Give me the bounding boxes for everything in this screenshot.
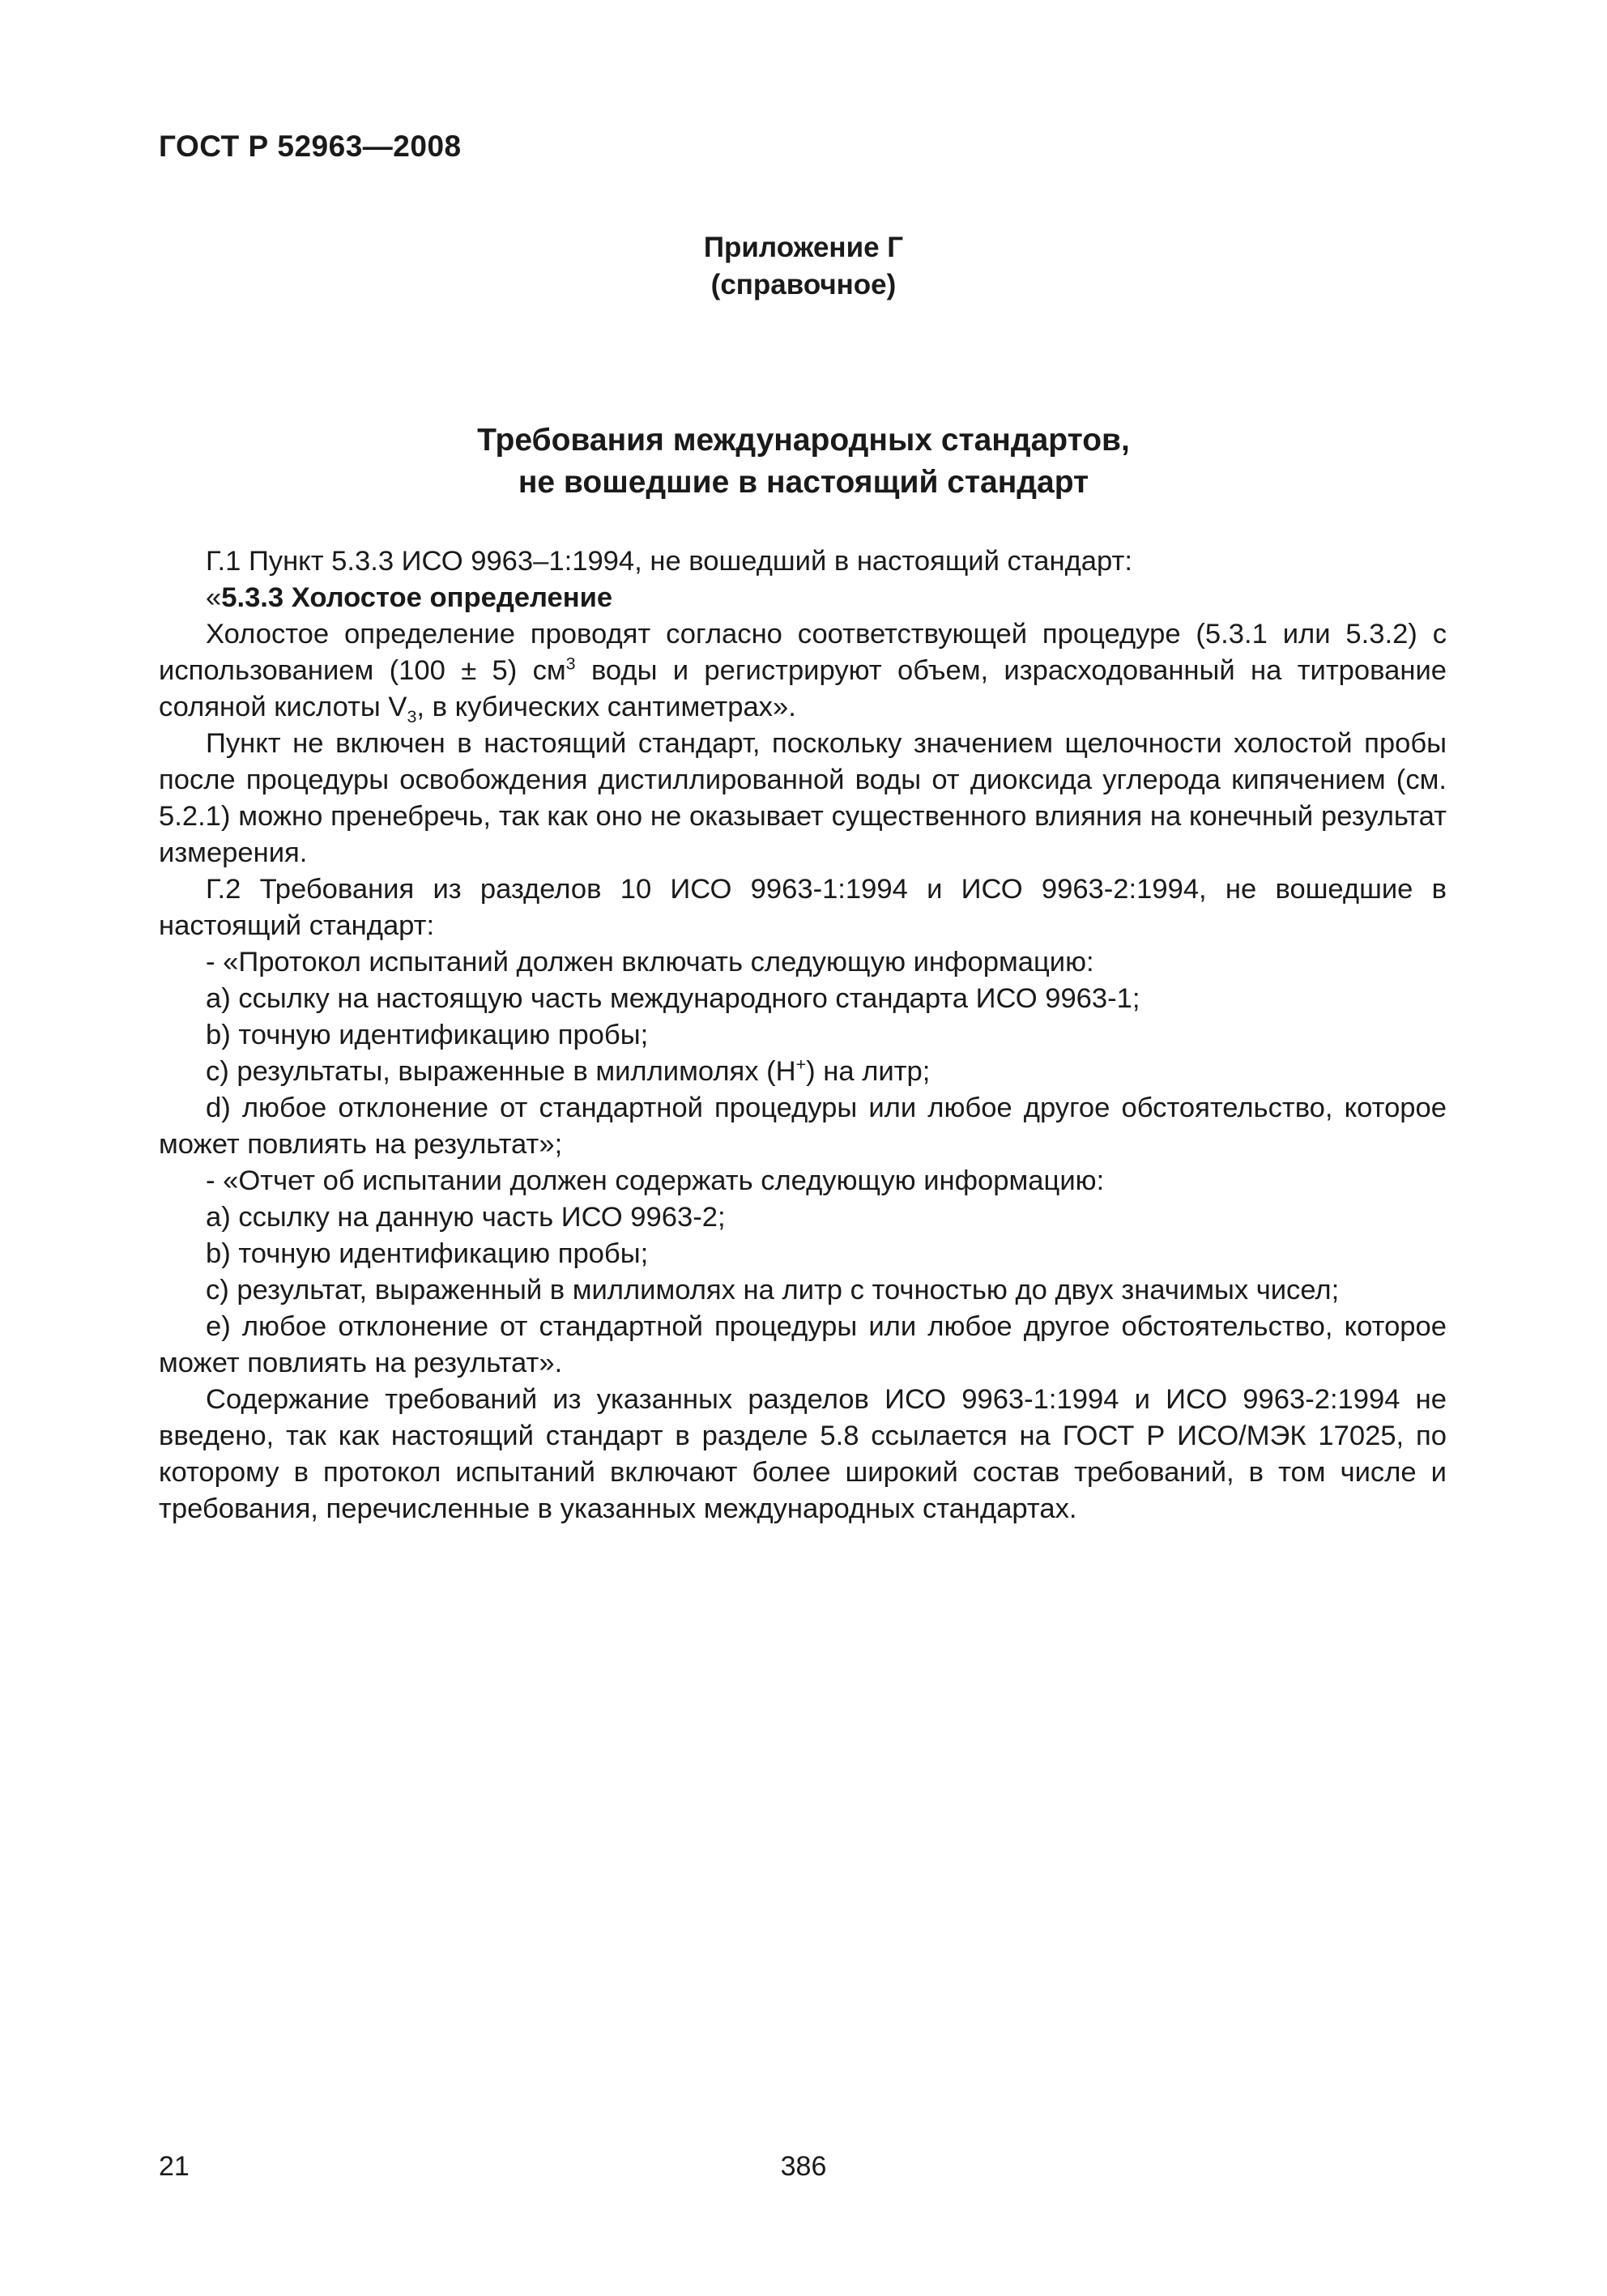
- list1-intro: - «Протокол испытаний должен включать следующую информацию:: [206, 947, 1094, 978]
- list1-item-c: [159, 1054, 1447, 1090]
- list1-c-b: ) на литр;: [806, 1056, 931, 1087]
- g1-quoted-text: [159, 616, 1447, 726]
- conclusion: Содержание требований из указанных разделов ИСО 9963-1:1994 и ИСО 9963-2:1994 не введено, так как настоящий стандарт в разделе 5.8 ссылается на ГОСТ Р ИСО/МЭК 17025, по которому в протокол испытаний включают более широкий состав требований, в том числе и требования, перечисленные в указанных международных стандартах.: [159, 1384, 1447, 1524]
- g2-intro: Г.2 Требования из разделов 10 ИСО 9963-1:1994 и ИСО 9963-2:1994, не вошедшие в настоящий стандарт:: [159, 874, 1447, 941]
- g1-quote-heading: [159, 580, 1447, 616]
- list1-item-b: b) точную идентификацию пробы;: [206, 1020, 649, 1050]
- appendix-label: Приложение Г: [703, 232, 904, 263]
- list1-item-d: d) любое отклонение от стандартной процедуры или любое другое обстоятельство, которое может повлиять на результат»;: [159, 1093, 1447, 1160]
- list2-item-b: b) точную идентификацию пробы;: [206, 1238, 649, 1269]
- list2-item-e: e) любое отклонение от стандартной процедуры или любое другое обстоятельство, которое может повлиять на результат».: [159, 1311, 1447, 1378]
- title-line-1: Требования международных стандартов,: [477, 423, 1130, 458]
- g1-text-c: , в кубических сантиметрах».: [416, 692, 796, 722]
- quote-open: «: [206, 582, 222, 613]
- g1-text-a: Холостое определение проводят согласно соответствующей процедуре (5.3.1 или 5.3.2) с использованием (100 ± 5) см: [159, 619, 1447, 686]
- list1-c-sup: +: [795, 1054, 807, 1075]
- appendix-heading: [0, 229, 1607, 304]
- appendix-title: [0, 420, 1607, 504]
- list1-c-a: c) результаты, выраженные в миллимолях (H: [206, 1056, 796, 1087]
- g1-text-b: воды и регистрируют объем, израсходованный на титрование соляной кислоты V: [159, 655, 1447, 722]
- g1-heading: 5.3.3 Холостое определение: [221, 582, 613, 613]
- g1-text-sup: 3: [565, 654, 576, 674]
- appendix-type: (справочное): [710, 269, 897, 300]
- title-line-2: не вошедшие в настоящий стандарт: [518, 465, 1089, 500]
- g1-text-sub: 3: [407, 706, 417, 726]
- g1-note: Пункт не включен в настоящий стандарт, поскольку значением щелочности холостой пробы после процедуры освобождения дистиллированной воды от диоксида углерода кипячением (см. 5.2.1) можно пренебречь, так как оно не оказывает существенного влияния на конечный результат измерения.: [159, 728, 1447, 868]
- body-text: [159, 543, 1447, 1527]
- g1-intro: Г.1 Пункт 5.3.3 ИСО 9963–1:1994, не вошедший в настоящий стандарт:: [206, 546, 1132, 577]
- list1-item-a: a) ссылку на настоящую часть международного стандарта ИСО 9963-1;: [206, 983, 1140, 1014]
- list2-intro: - «Отчет об испытании должен содержать следующую информацию:: [206, 1165, 1105, 1196]
- page-number-left: 21: [159, 2151, 190, 2182]
- page-number-center: 386: [780, 2151, 827, 2182]
- list2-item-a: a) ссылку на данную часть ИСО 9963-2;: [206, 1202, 726, 1233]
- document-code: ГОСТ Р 52963—2008: [159, 130, 462, 163]
- list2-item-c: c) результат, выраженный в миллимолях на литр с точностью до двух значимых чисел;: [206, 1275, 1340, 1306]
